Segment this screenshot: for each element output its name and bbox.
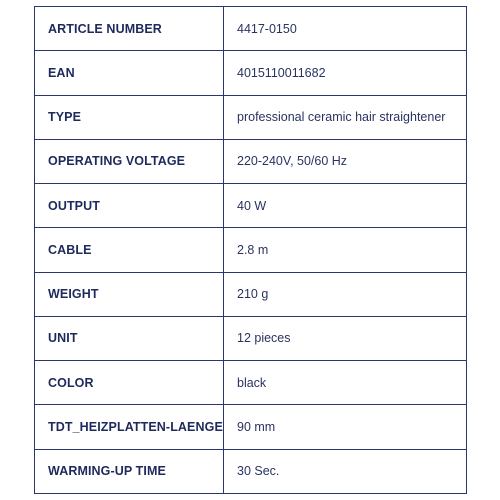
spec-row-ean (35, 51, 467, 95)
spec-value: 2.8 m (224, 228, 467, 272)
spec-label: CABLE (35, 228, 224, 272)
spec-value: professional ceramic hair straightener (224, 95, 467, 139)
spec-value: black (224, 361, 467, 405)
spec-value: 4417-0150 (224, 7, 467, 51)
spec-value: 90 mm (224, 405, 467, 449)
spec-value: 30 Sec. (224, 449, 467, 493)
spec-label: WARMING-UP TIME (35, 449, 224, 493)
spec-row-output (35, 184, 467, 228)
specification-table (34, 6, 467, 494)
spec-value: 220-240V, 50/60 Hz (224, 139, 467, 183)
spec-label: OPERATING VOLTAGE (35, 139, 224, 183)
spec-label: ARTICLE NUMBER (35, 7, 224, 51)
spec-row-color (35, 361, 467, 405)
spec-label: OUTPUT (35, 184, 224, 228)
spec-row-weight (35, 272, 467, 316)
spec-row-cable (35, 228, 467, 272)
spec-value: 210 g (224, 272, 467, 316)
spec-row-type (35, 95, 467, 139)
spec-row-article-number (35, 7, 467, 51)
spec-label: TYPE (35, 95, 224, 139)
spec-row-operating-voltage (35, 139, 467, 183)
spec-value: 4015110011682 (224, 51, 467, 95)
spec-label: WEIGHT (35, 272, 224, 316)
spec-label: EAN (35, 51, 224, 95)
spec-row-unit (35, 316, 467, 360)
spec-value: 40 W (224, 184, 467, 228)
spec-value: 12 pieces (224, 316, 467, 360)
spec-row-heating-plate-length (35, 405, 467, 449)
spec-row-warming-up-time (35, 449, 467, 493)
spec-label: UNIT (35, 316, 224, 360)
spec-label: COLOR (35, 361, 224, 405)
spec-label: TDT_HEIZPLATTEN-LAENGE (35, 405, 224, 449)
